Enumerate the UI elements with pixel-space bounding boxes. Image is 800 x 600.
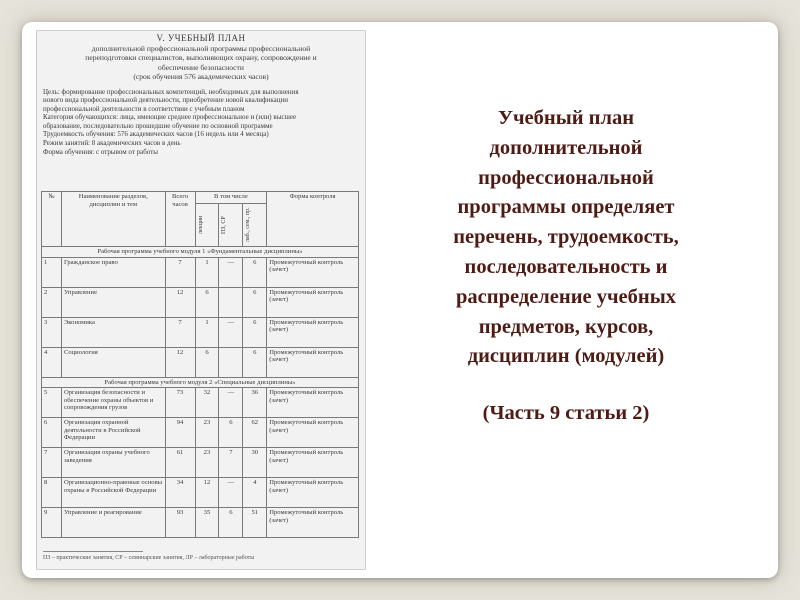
row-seminars: 6 [243,287,267,317]
row-total-hours: 73 [165,388,195,418]
section-title: Рабочая программа учебного модуля 2 «Специальные дисциплины» [42,377,359,388]
row-control: Промежуточный контроль (зачет) [267,257,359,287]
intro-line: Форма обучения: с отрывом от работы [43,147,158,156]
table-section-row [42,377,359,388]
row-seminars: 6 [243,317,267,347]
header-name: Наименование разделов, дисциплин и тем [61,192,165,247]
document-title: V. УЧЕБНЫЙ ПЛАН [156,33,246,43]
row-control: Промежуточный контроль (зачет) [267,448,359,478]
row-seminars: 51 [243,508,267,538]
row-control: Промежуточный контроль (зачет) [267,317,359,347]
row-practice: — [219,478,243,508]
row-control: Промежуточный контроль (зачет) [267,478,359,508]
row-lectures: 1 [195,257,219,287]
row-control: Промежуточный контроль (зачет) [267,418,359,448]
slide-text-line: Учебный план [497,107,635,129]
row-discipline: Организация охранной деятельности в Российской Федерации [61,418,165,448]
row-number: 6 [42,418,62,448]
row-lectures: 23 [195,418,219,448]
row-practice: 6 [219,418,243,448]
document-intro [37,82,365,157]
document-footnote: ПЗ – практические занятия, СР – семинарские занятия, ЛР – лабораторные работы [43,555,255,561]
table-section-row [42,247,359,258]
row-practice [219,287,243,317]
row-discipline: Управление и реагирование [61,508,165,538]
row-practice: — [219,317,243,347]
header-num: № [42,192,62,247]
table-row [42,448,359,478]
table-row [42,478,359,508]
row-practice [219,347,243,377]
row-discipline: Экономика [61,317,165,347]
header-total: Всего часов [165,192,195,247]
legal-reference: (Часть 9 статьи 2) [482,402,650,425]
row-total-hours: 7 [165,257,195,287]
row-seminars: 30 [243,448,267,478]
row-seminars: 6 [243,257,267,287]
subheader-practice: ПЗ, СР [219,204,243,247]
row-number: 1 [42,257,62,287]
row-total-hours: 12 [165,287,195,317]
curriculum-table-body [42,247,359,538]
row-lectures: 23 [195,448,219,478]
row-seminars: 4 [243,478,267,508]
row-seminars: 62 [243,418,267,448]
footnote-divider [43,551,143,552]
row-total-hours: 12 [165,347,195,377]
row-control: Промежуточный контроль (зачет) [267,388,359,418]
row-number: 3 [42,317,62,347]
document-header-line: обеспечение безопасности [158,62,244,72]
curriculum-table [41,191,359,538]
document-header [37,31,365,82]
row-seminars: 36 [243,388,267,418]
row-number: 9 [42,508,62,538]
header-control: Форма контроля [267,192,359,247]
row-control: Промежуточный контроль (зачет) [267,508,359,538]
row-lectures: 6 [195,287,219,317]
intro-line: Трудоемкость обучения: 576 академических часов (16 недель или 4 месяца) [43,130,269,139]
slide-text-line: дисциплин (модулей) [467,345,665,368]
row-number: 5 [42,388,62,418]
row-control: Промежуточный контроль (зачет) [267,347,359,377]
row-lectures: 6 [195,347,219,377]
slide-text-line: профессиональной [478,166,654,189]
table-row [42,347,359,377]
row-lectures: 32 [195,388,219,418]
row-number: 7 [42,448,62,478]
table-row [42,257,359,287]
document-header-line: переподготовки специалистов, выполняющих охрану, сопровождение и [85,53,317,62]
row-discipline: Организация охраны учебного заведения [61,448,165,478]
slide-text-line: программы определяет [457,196,675,219]
row-discipline: Социология [61,347,165,377]
intro-line: Категория обучающихся: лица, имеющие среднее профессиональное и (или) высшее [43,113,297,122]
slide-text-line: последовательность и [464,255,668,278]
row-total-hours: 94 [165,418,195,448]
row-total-hours: 34 [165,478,195,508]
intro-line: образование, последовательно прошедшие обучение по основной программе [43,121,273,130]
row-number: 2 [42,287,62,317]
slide-text-line: перечень, трудоемкость, [453,226,679,249]
row-total-hours: 93 [165,508,195,538]
table-row [42,317,359,347]
subheader-seminar: лаб., сем., пр. [243,204,267,247]
row-number: 8 [42,478,62,508]
subheader-lectures: лекции [195,204,219,247]
row-practice: — [219,257,243,287]
row-lectures: 1 [195,317,219,347]
intro-line: профессиональной деятельности в соответствии с учебным планом [43,104,245,113]
row-lectures: 12 [195,478,219,508]
row-number: 4 [42,347,62,377]
row-discipline: Организационно-правовые основы охраны в Российской Федерации [61,478,165,508]
row-total-hours: 61 [165,448,195,478]
row-seminars: 6 [243,347,267,377]
row-total-hours: 7 [165,317,195,347]
curriculum-document-image [36,30,366,570]
row-discipline: Организация безопасности и обеспечение охраны объектов и сопровождения грузов [61,388,165,418]
row-lectures: 35 [195,508,219,538]
slide-text-line: распределение учебных [456,285,676,308]
slide-text-line: дополнительной [489,136,643,159]
row-practice: 6 [219,508,243,538]
table-row [42,287,359,317]
slide-text-block [396,104,736,429]
intro-line: нового вида профессиональной деятельности, приобретение новой квалификации [43,96,288,105]
table-row [42,418,359,448]
document-header-line: (срок обучения 576 академических часов) [133,72,269,81]
table-row [42,388,359,418]
document-header-line: дополнительной профессиональной программы профессиональной [91,43,311,53]
intro-line: Режим занятий: 8 академических часов в день [43,139,181,148]
row-practice: 7 [219,448,243,478]
row-discipline: Гражданское право [61,257,165,287]
row-control: Промежуточный контроль (зачет) [267,287,359,317]
row-practice: — [219,388,243,418]
table-row [42,508,359,538]
intro-line: Цель: формирование профессиональных компетенций, необходимых для выполнения [43,87,299,96]
slide-text-line: предметов, курсов, [478,315,654,338]
row-discipline: Управление [61,287,165,317]
header-breakdown: В том числе [195,192,267,204]
section-title: Рабочая программа учебного модуля 1 «Фундаментальные дисциплины» [42,247,359,258]
